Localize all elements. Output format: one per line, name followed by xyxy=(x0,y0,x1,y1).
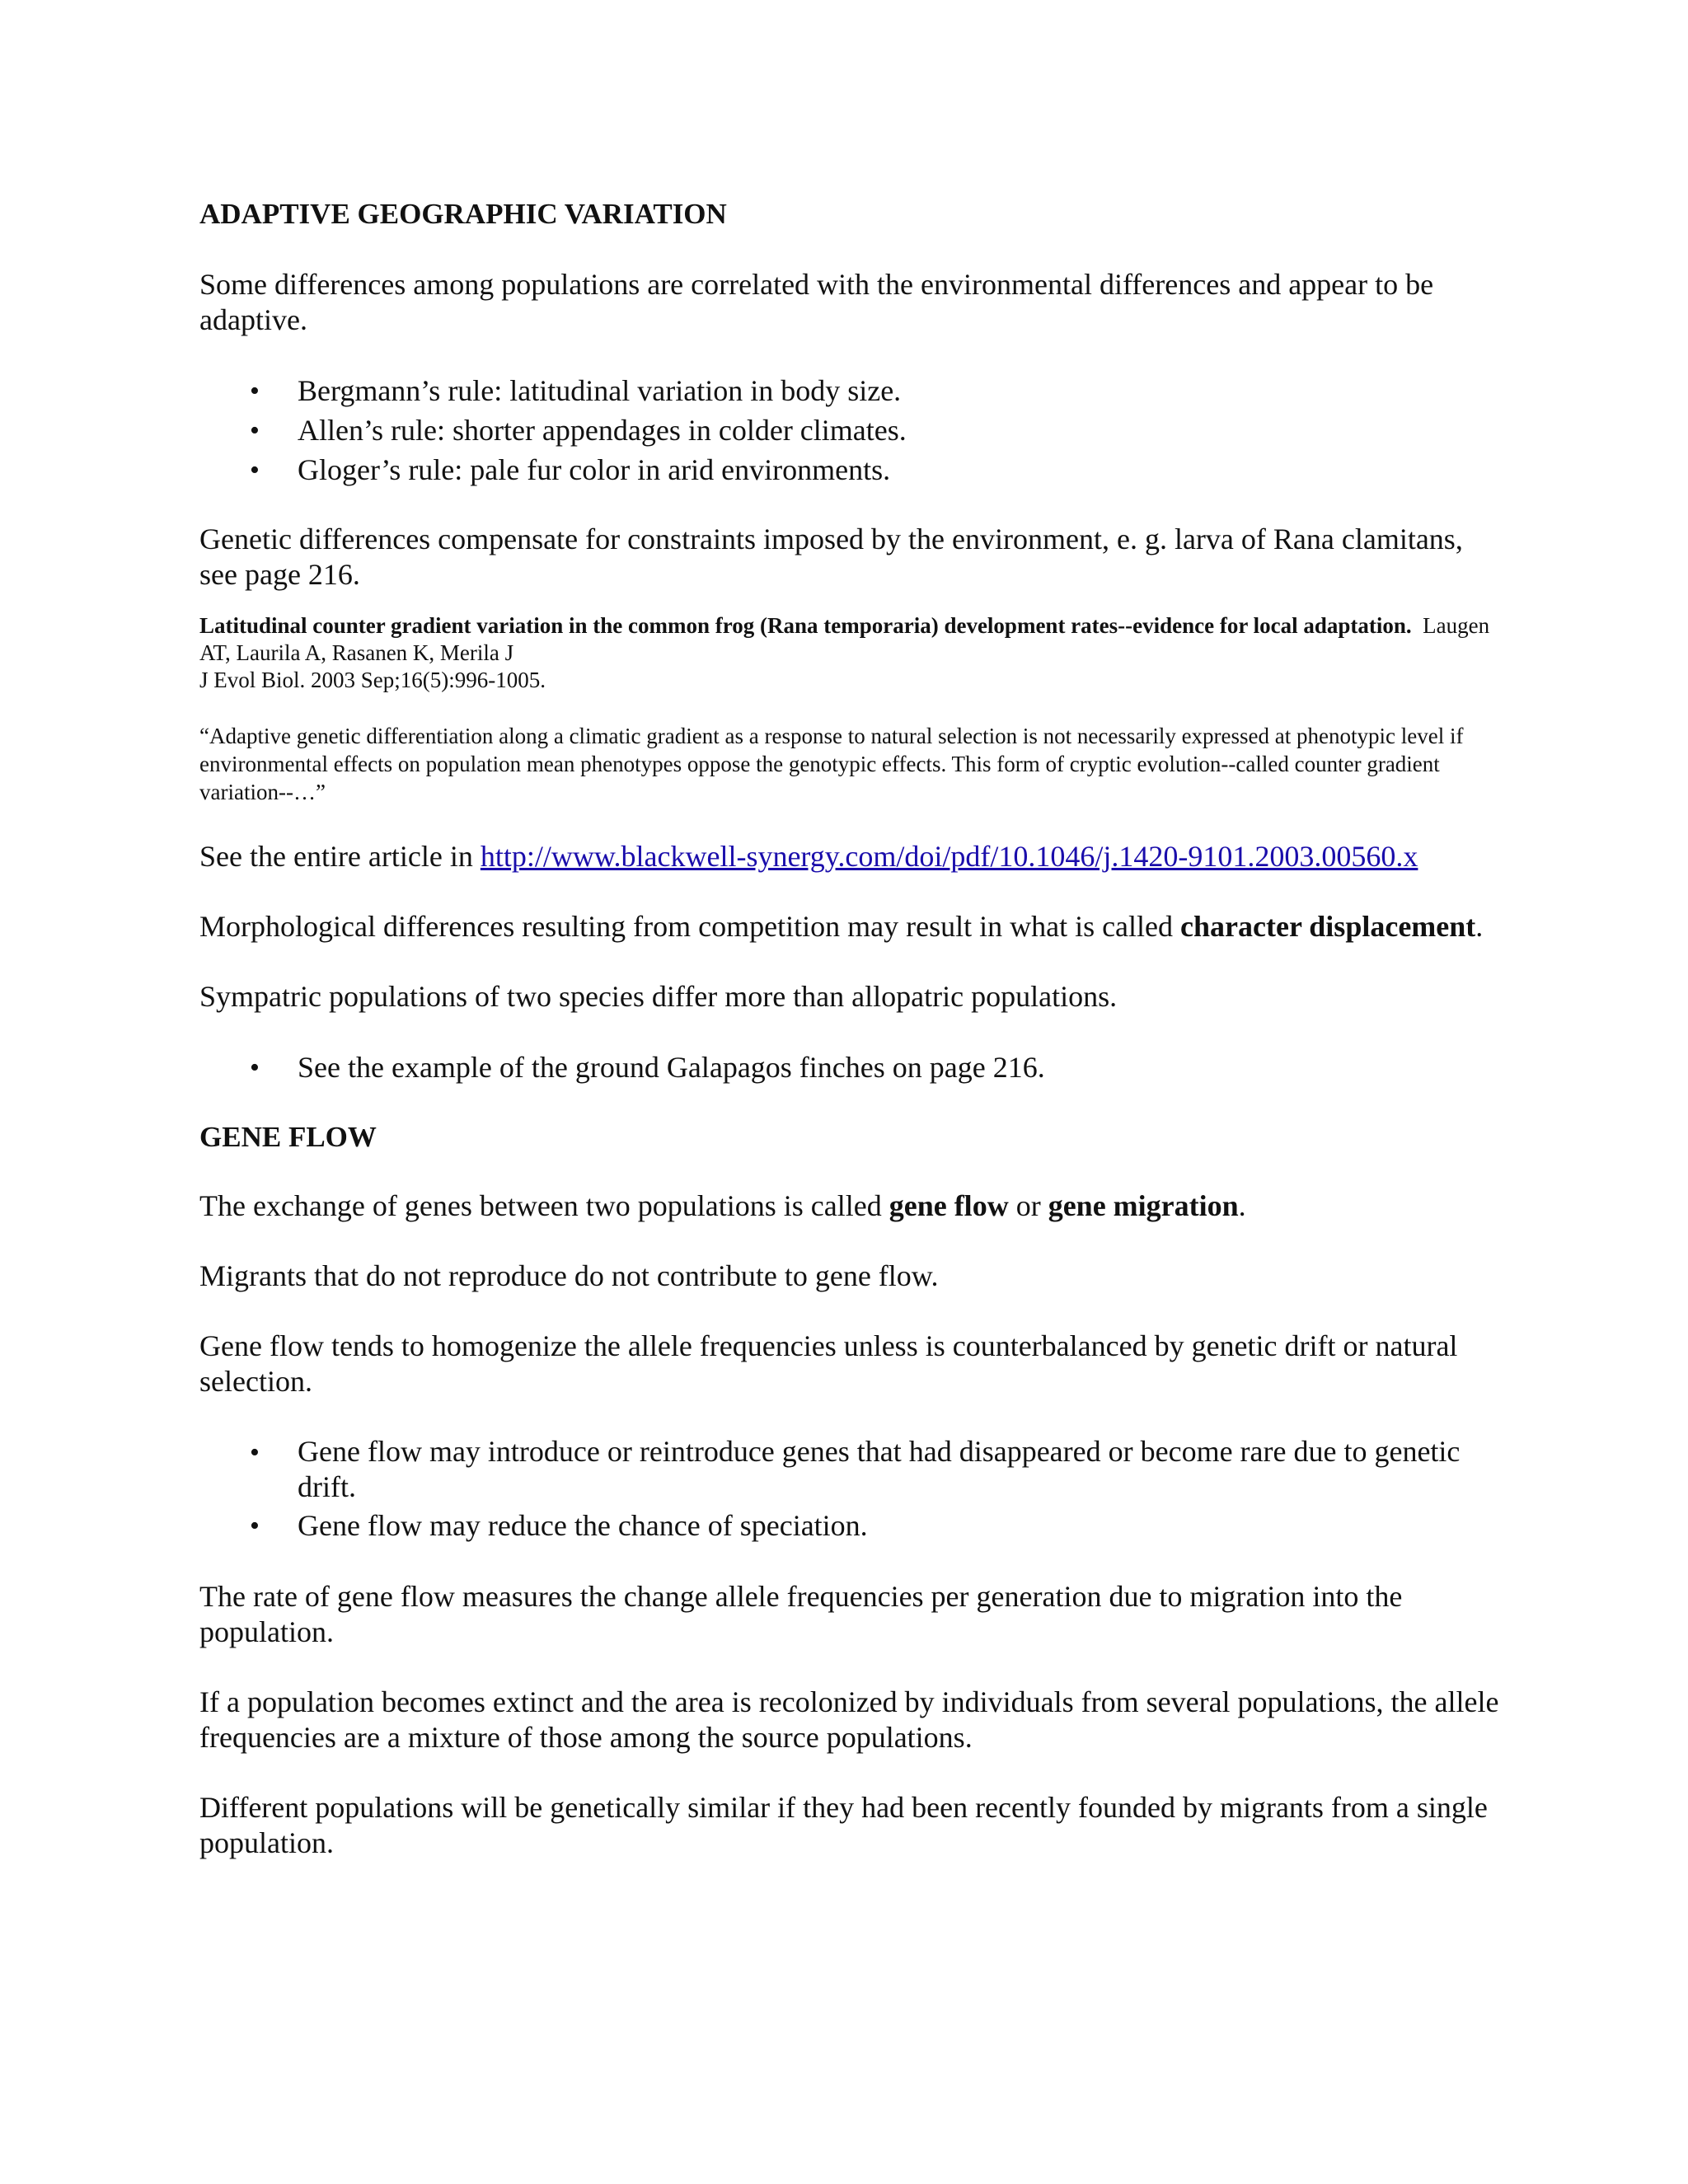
genetic-differences-paragraph: Genetic differences compensate for constraints imposed by the environment, e. g. larva of Rana clamitans, see page 216. xyxy=(199,523,1463,591)
term-gene-migration: gene migration xyxy=(1048,1189,1239,1222)
list-item: • Gloger’s rule: pale fur color in arid environments. xyxy=(199,452,1502,489)
citation-journal: J Evol Biol. 2003 Sep;16(5):996-1005. xyxy=(199,668,546,692)
term-character-displacement: character displacement xyxy=(1180,910,1476,943)
different-populations-paragraph: Different populations will be genetically similar if they had been recently founded by migrants from a single population. xyxy=(199,1791,1488,1859)
bullet-icon: • xyxy=(250,1437,260,1468)
article-link[interactable]: http://www.blackwell-synergy.com/doi/pdf/10.1046/j.1420-9101.2003.00560.x xyxy=(480,840,1418,873)
see-article-paragraph: See the entire article in http://www.blackwell-synergy.com/doi/pdf/10.1046/j.1420-9101.2003.00560.x xyxy=(199,840,1418,873)
section-heading-gene-flow: GENE FLOW xyxy=(199,1121,377,1153)
list-item: • Bergmann’s rule: latitudinal variation in body size. xyxy=(199,373,1502,410)
homogenize-paragraph: Gene flow tends to homogenize the allele frequencies unless is counterbalanced by genetic drift or natural selection. xyxy=(199,1329,1458,1398)
document-page xyxy=(199,196,1502,1861)
list-item: • Allen’s rule: shorter appendages in colder climates. xyxy=(199,412,1502,449)
gene-flow-list xyxy=(199,1434,1502,1544)
bullet-icon: • xyxy=(250,455,260,485)
bullet-icon: • xyxy=(250,415,260,446)
citation-text xyxy=(199,612,1502,694)
extinct-paragraph: If a population becomes extinct and the area is recolonized by individuals from several populations, the allele frequencies are a mixture of those among the source populations. xyxy=(199,1685,1499,1754)
list-item: • Gene flow may introduce or reintroduce genes that had disappeared or become rare due to genetic drift. xyxy=(250,1435,1461,1503)
section-heading-adaptive-variation: ADAPTIVE GEOGRAPHIC VARIATION xyxy=(199,198,727,230)
morphological-paragraph: Morphological differences resulting from competition may result in what is called character displacement. xyxy=(199,910,1484,943)
citation-title: Latitudinal counter gradient variation in the common frog (Rana temporaria) development rates--evidence for local adaptation. xyxy=(199,613,1412,638)
bullet-icon: • xyxy=(250,1511,260,1541)
quote-paragraph: “Adaptive genetic differentiation along a climatic gradient as a response to natural selection is not necessarily expressed at phenotypic level if environmental effects on population mean phenotypes oppose the genotypic effects. This form of cryptic evolution--called counter gradient variation--…” xyxy=(199,724,1464,804)
citation-block xyxy=(199,612,1502,694)
term-gene-flow: gene flow xyxy=(889,1189,1009,1222)
rate-paragraph: The rate of gene flow measures the change allele frequencies per generation due to migration into the population. xyxy=(199,1580,1403,1648)
citation-authors: Laugen AT, Laurila A, Rasanen K, Merila J xyxy=(199,613,1490,665)
list-item: • Gene flow may reduce the chance of speciation. xyxy=(199,1507,1502,1544)
bullet-icon: • xyxy=(250,1052,260,1083)
list-item: • See the example of the ground Galapagos finches on page 216. xyxy=(199,1049,1502,1086)
migrants-paragraph: Migrants that do not reproduce do not contribute to gene flow. xyxy=(199,1259,939,1292)
bullet-icon: • xyxy=(250,376,260,406)
intro-paragraph: Some differences among populations are correlated with the environmental differences and appear to be adaptive. xyxy=(199,268,1434,336)
rules-list xyxy=(199,373,1502,489)
finches-list xyxy=(199,1049,1502,1086)
sympatric-paragraph: Sympatric populations of two species differ more than allopatric populations. xyxy=(199,980,1118,1013)
exchange-paragraph: The exchange of genes between two populations is called gene flow or gene migration. xyxy=(199,1189,1246,1222)
